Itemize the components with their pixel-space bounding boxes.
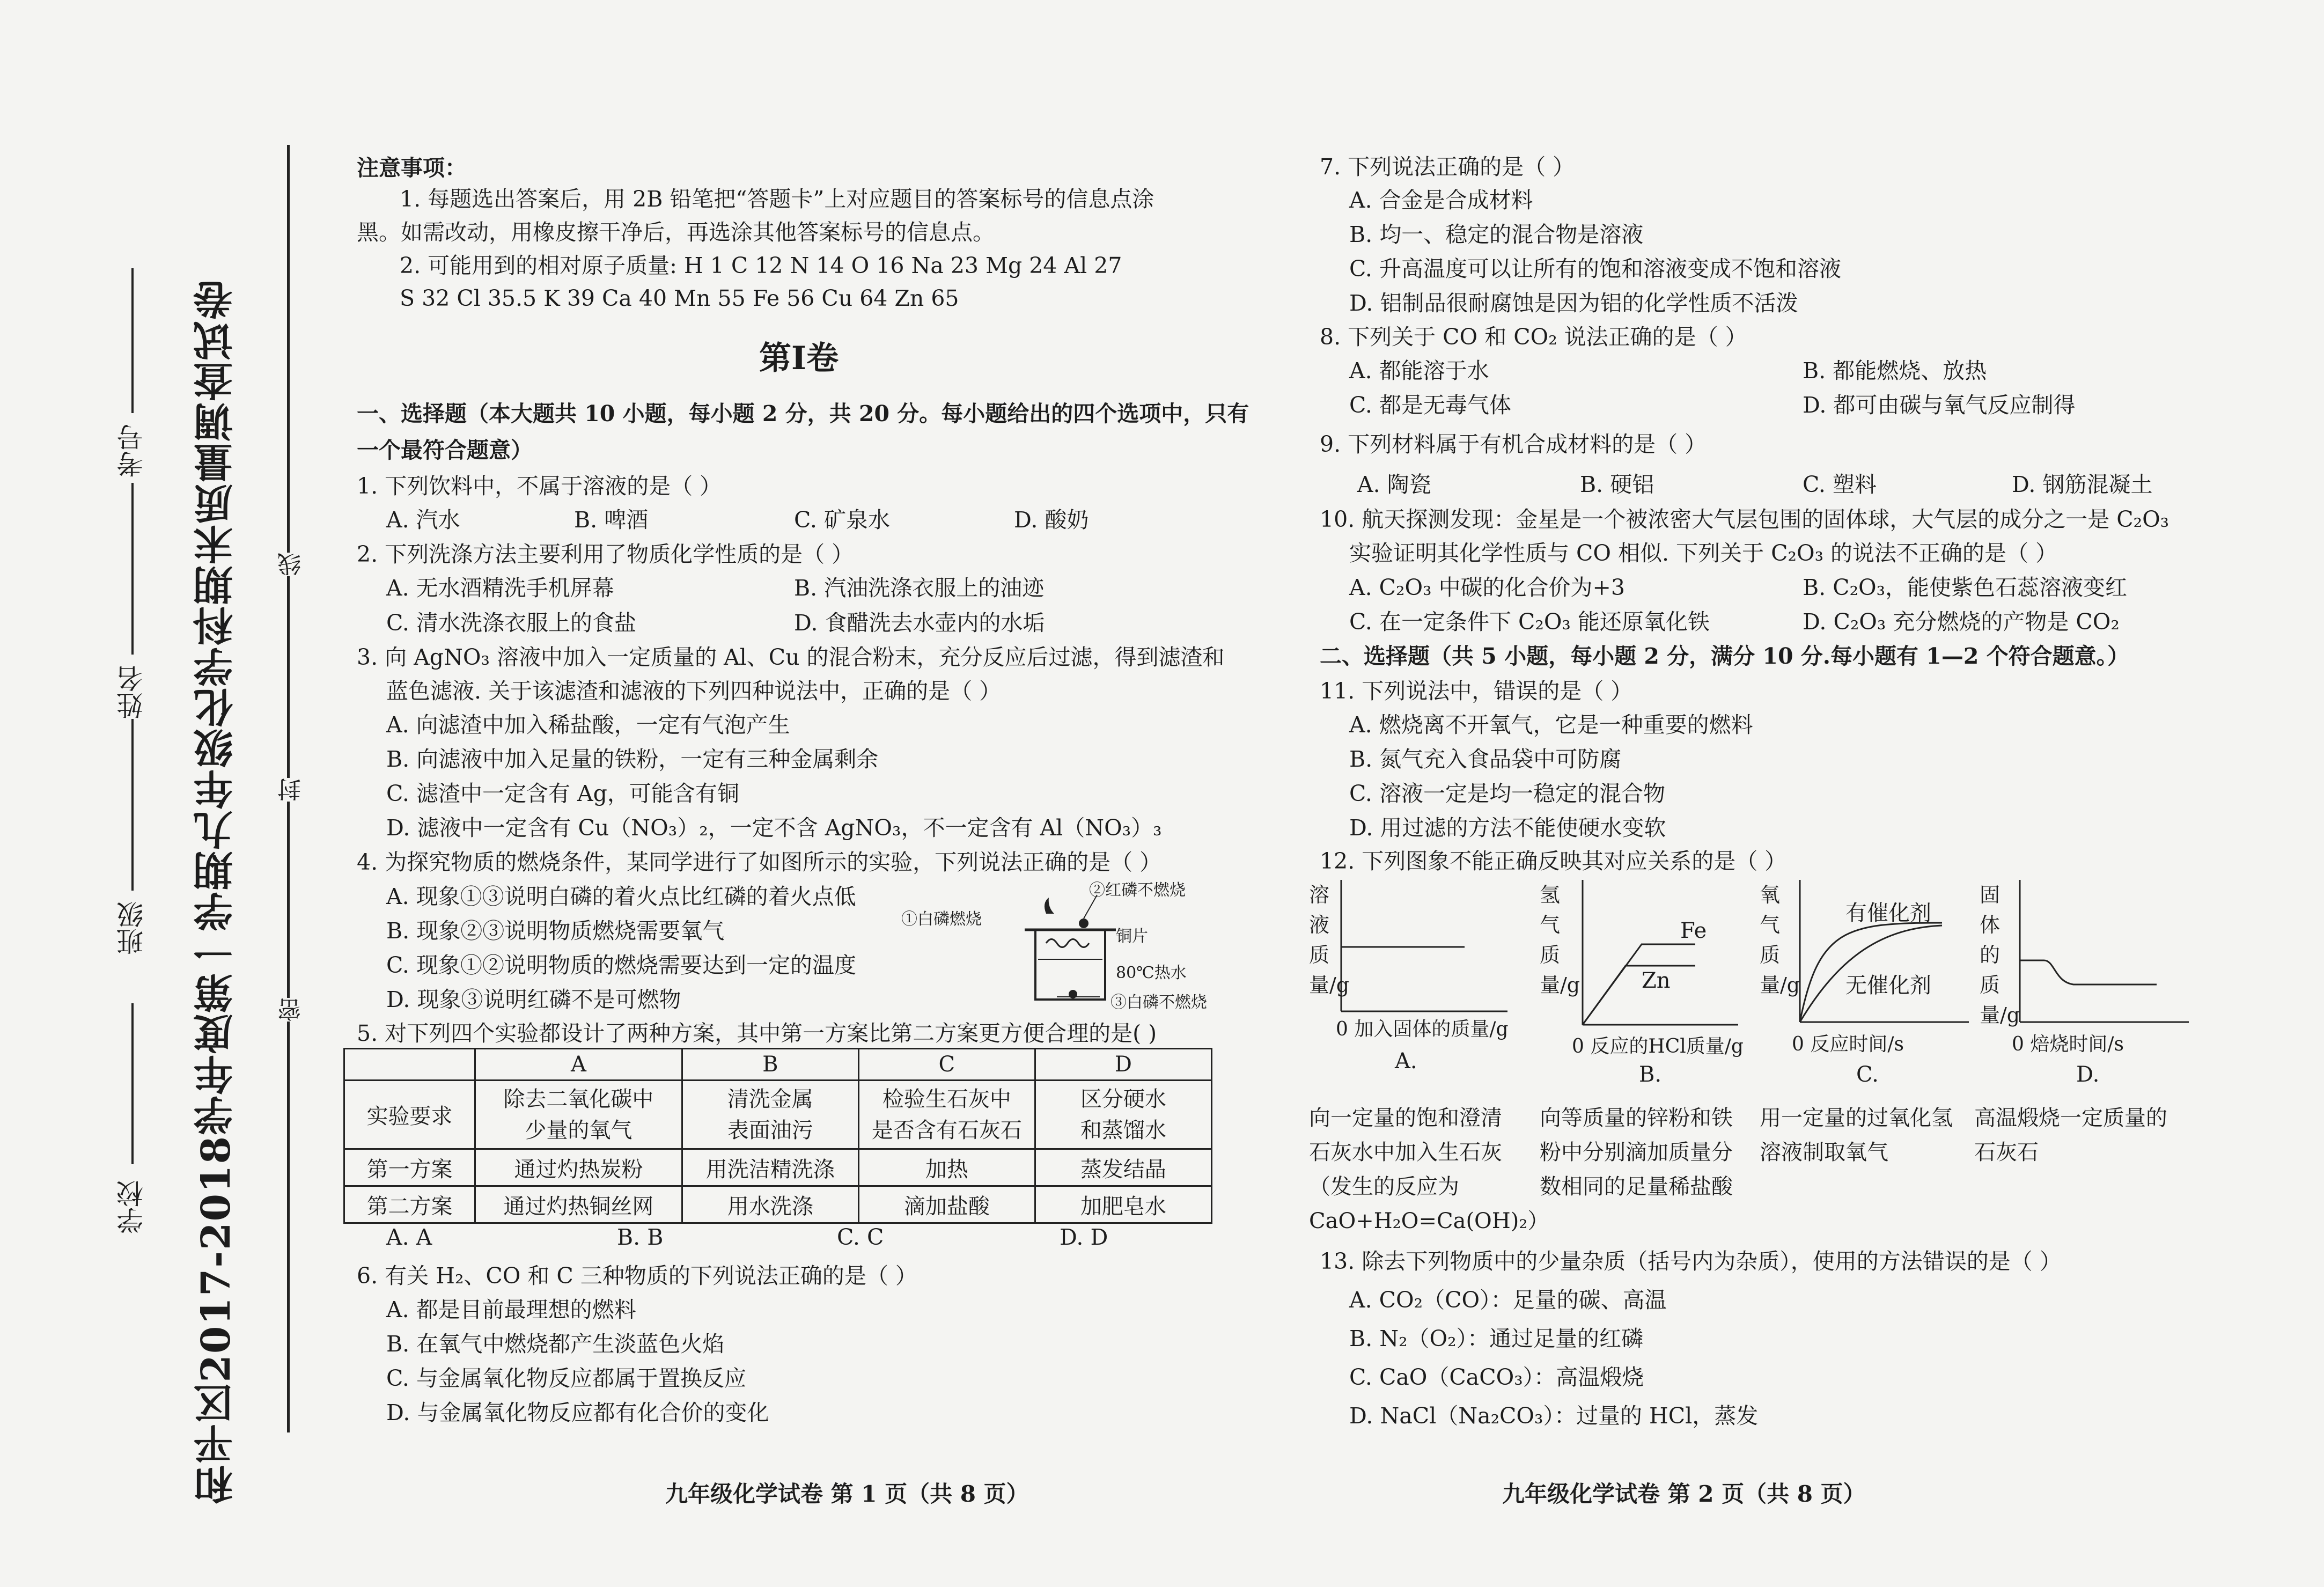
q8-stem: 8. 下列关于 CO 和 CO₂ 说法正确的是（ ） (1320, 324, 1747, 350)
q10-stem-b: 实验证明其化学性质与 CO 相似. 下列关于 C₂O₃ 的说法不正确的是（ ） (1349, 540, 2058, 566)
fig-label-red-phosphorus: ②红磷不燃烧 (1089, 881, 1186, 900)
graph-d-caption: 高温煅烧一定质量的石灰石 (1974, 1106, 2167, 1165)
q5-cell: 加热 (858, 1149, 1035, 1186)
graph-d-ylabel: 固体的质量/g (1980, 883, 2020, 1027)
field-name-line[interactable] (131, 483, 134, 655)
q6-option-a[interactable]: A. 都是目前最理想的燃料 (386, 1297, 636, 1322)
q11-option-a[interactable]: A. 燃烧离不开氧气，它是一种重要的燃料 (1349, 712, 1753, 738)
fig-label-white-phosphorus-no-burn: ③白磷不燃烧 (1110, 993, 1207, 1012)
q13-option-b[interactable]: B. N₂（O₂）：通过足量的红磷 (1349, 1326, 1644, 1351)
q5-cell: 用水洗涤 (682, 1186, 858, 1223)
q5-cell: 用洗洁精洗涤 (682, 1149, 858, 1186)
q5-cell: 区分硬水 和蒸馏水 (1035, 1081, 1211, 1149)
graph-b-letter: B. (1639, 1062, 1662, 1087)
q8-option-d[interactable]: D. 都可由碳与氧气反应制得 (1803, 392, 2076, 418)
q11-option-c[interactable]: C. 溶液一定是均一稳定的混合物 (1349, 781, 1665, 806)
graph-c-ylabel: 氧气质量/g (1760, 883, 1800, 997)
notice-title: 注意事项： (357, 155, 467, 181)
q9-option-a[interactable]: A. 陶瓷 (1357, 472, 1431, 497)
seal-mark-seal: 封 (275, 778, 309, 802)
q6-option-b[interactable]: B. 在氧气中燃烧都产生淡蓝色火焰 (386, 1331, 725, 1357)
q6-option-c[interactable]: C. 与金属氧化物反应都属于置换反应 (386, 1365, 746, 1391)
q13-option-a[interactable]: A. CO₂（CO）：足量的碳、高温 (1349, 1287, 1667, 1313)
q1-option-a[interactable]: A. 汽水 (386, 507, 460, 533)
notice-1b: 黑。如需改动，用橡皮擦干净后，再选涂其他答案标号的信息点。 (357, 219, 995, 245)
q7-stem: 7. 下列说法正确的是（ ） (1320, 154, 1575, 180)
q6-stem: 6. 有关 H₂、CO 和 C 三种物质的下列说法正确的是（ ） (357, 1263, 917, 1289)
graph-b-xlabel: 0 反应的HCl质量/g (1572, 1035, 1744, 1057)
graph-b-fe-curve (1583, 944, 1695, 1025)
q7-option-c[interactable]: C. 升高温度可以让所有的饱和溶液变成不饱和溶液 (1349, 256, 1841, 282)
q11-option-d[interactable]: D. 用过滤的方法不能使硬水变软 (1349, 815, 1666, 841)
q5-row-plan1 (344, 1149, 1212, 1186)
q8-option-a[interactable]: A. 都能溶于水 (1349, 358, 1489, 384)
q5-table-header (344, 1049, 1212, 1081)
q4-option-a[interactable]: A. 现象①③说明白磷的着火点比红磷的着火点低 (386, 884, 856, 909)
q7-option-b[interactable]: B. 均一、稳定的混合物是溶液 (1349, 222, 1644, 247)
q5-option-d[interactable]: D. D (1060, 1224, 1108, 1250)
q5-option-c[interactable]: C. C (837, 1224, 884, 1250)
q11-option-b[interactable]: B. 氮气充入食品袋中可防腐 (1349, 746, 1622, 772)
graph-c-caption: 用一定量的过氧化氢溶液制取氧气 (1760, 1106, 1953, 1165)
section1-heading-b: 一个最符合题意） (357, 437, 533, 463)
graph-a-caption: 向一定量的饱和澄清石灰水中加入生石灰（发生的反应为CaO+H₂O=Ca(OH)₂） (1309, 1106, 1549, 1233)
q2-option-a[interactable]: A. 无水酒精洗手机屏幕 (386, 575, 614, 601)
section2-heading: 二、选择题（共 5 小题，每小题 2 分，满分 10 分.每小题有 1—2 个符合题意。） (1320, 643, 2130, 669)
field-school-line[interactable] (131, 1003, 134, 1164)
q2-option-d[interactable]: D. 食醋洗去水壶内的水垢 (794, 610, 1045, 636)
notice-2a: 2. 可能用到的相对原子质量: H 1 C 12 N 14 O 16 Na 23 Mg 24 Al 27 (400, 253, 1122, 278)
q5-th-blank (344, 1049, 475, 1081)
q5-cell: 检验生石灰中 是否含有石灰石 (858, 1081, 1035, 1149)
graph-d-curve (2020, 960, 2157, 984)
field-id-label: 考号 (116, 424, 148, 477)
graph-b-series-zn: Zn (1642, 968, 1671, 993)
q5-cell: 实验要求 (344, 1081, 475, 1149)
graph-a-ylabel: 溶液质量/g (1309, 883, 1350, 997)
q9-option-c[interactable]: C. 塑料 (1803, 472, 1877, 497)
q2-option-b[interactable]: B. 汽油洗涤衣服上的油迹 (794, 575, 1045, 601)
graph-b-caption: 向等质量的锌粉和铁粉中分别滴加质量分数相同的足量稀盐酸 (1540, 1106, 1733, 1199)
q5-cell: 除去二氧化碳中 少量的氧气 (475, 1081, 682, 1149)
graph-c-xlabel: 0 反应时间/s (1792, 1033, 1904, 1055)
binding-strip (0, 0, 305, 1587)
q3-option-c[interactable]: C. 滤渣中一定含有 Ag，可能含有铜 (386, 781, 739, 806)
q12-graph-c (1760, 880, 1974, 1087)
q12-stem: 12. 下列图象不能正确反映其对应关系的是（ ） (1320, 848, 1787, 874)
q9-option-b[interactable]: B. 硬铝 (1580, 472, 1654, 497)
fig-label-copper-sheet: 铜片 (1116, 927, 1148, 946)
field-class-line[interactable] (131, 719, 134, 891)
section1-heading-a: 一、选择题（本大题共 10 小题，每小题 2 分，共 20 分。每小题给出的四个选项中，只有 (357, 401, 1249, 427)
q8-option-c[interactable]: C. 都是无毒气体 (1349, 392, 1511, 418)
graph-c-series-no-catalyst: 无催化剂 (1845, 973, 1931, 998)
q5-option-a[interactable]: A. A (386, 1224, 432, 1250)
q10-option-a[interactable]: A. C₂O₃ 中碳的化合价为+3 (1349, 575, 1626, 600)
q7-option-a[interactable]: A. 合金是合成材料 (1349, 187, 1533, 213)
q5-cell: 清洗金属 表面油污 (682, 1081, 858, 1149)
q3-option-a[interactable]: A. 向滤渣中加入稀盐酸，一定有气泡产生 (386, 712, 790, 738)
q5-cell: 加肥皂水 (1035, 1186, 1211, 1223)
graph-a-letter: A. (1395, 1049, 1417, 1074)
q10-option-c[interactable]: C. 在一定条件下 C₂O₃ 能还原氧化铁 (1349, 609, 1710, 635)
q5-row-requirement (344, 1081, 1212, 1149)
q1-option-d[interactable]: D. 酸奶 (1014, 507, 1089, 533)
q4-option-c[interactable]: C. 现象①②说明物质的燃烧需要达到一定的温度 (386, 952, 856, 978)
q10-option-d[interactable]: D. C₂O₃ 充分燃烧的产物是 CO₂ (1803, 609, 2120, 635)
graph-b-series-fe: Fe (1680, 919, 1707, 943)
q5-cell: 蒸发结晶 (1035, 1149, 1211, 1186)
q5-th-c: C (858, 1049, 1035, 1081)
page-2 (1309, 0, 2275, 1587)
q2-stem: 2. 下列洗涤方法主要利用了物质化学性质的是（ ） (357, 541, 854, 567)
page-1 (343, 0, 1249, 1587)
graph-b-zn-curve (1583, 966, 1695, 1025)
notice-1a: 1. 每题选出答案后，用 2B 铅笔把“答题卡”上对应题目的答案标号的信息点涂 (400, 186, 1154, 212)
q8-option-b[interactable]: B. 都能燃烧、放热 (1803, 358, 1987, 384)
q6-option-d[interactable]: D. 与金属氧化物反应都有化合价的变化 (386, 1400, 769, 1426)
q10-stem-a: 10. 航天探测发现：金星是一个被浓密大气层包围的固体球，大气层的成分之一是 C₂O₃ (1320, 506, 2169, 532)
graph-d-letter: D. (2076, 1062, 2100, 1087)
q5-stem: 5. 对下列四个实验都设计了两种方案，其中第一方案比第二方案更方便合理的是( ) (357, 1020, 1157, 1046)
q5-cell: 滴加盐酸 (858, 1186, 1035, 1223)
q3-stem-a: 3. 向 AgNO₃ 溶液中加入一定质量的 Al、Cu 的混合粉末，充分反应后过滤，得到滤渣和 (357, 644, 1225, 670)
seal-mark-line: 线 (275, 553, 309, 576)
combustion-apparatus-figure (901, 873, 1207, 1013)
field-id-line[interactable] (131, 268, 134, 413)
q11-stem: 11. 下列说法中，错误的是（ ） (1320, 678, 1633, 704)
q12-graph-d (1980, 880, 2194, 1087)
q13-option-c[interactable]: C. CaO（CaCO₃）：高温煅烧 (1349, 1364, 1644, 1390)
q12-graph-b (1540, 880, 1744, 1087)
q4-stem: 4. 为探究物质的燃烧条件，某同学进行了如图所示的实验，下列说法正确的是（ ） (357, 849, 1162, 875)
graph-c-series-catalyst: 有催化剂 (1845, 901, 1931, 925)
graph-a-xlabel: 0 加入固体的质量/g (1336, 1018, 1509, 1040)
exam-title: 和平区2017-2018学年度第一学期九年级化学科期末质量调查试卷 (193, 279, 239, 1505)
q5-cell: 第一方案 (344, 1149, 475, 1186)
page-1-footer: 九年级化学试卷 第 1 页（共 8 页） (665, 1481, 1029, 1507)
q3-option-d[interactable]: D. 滤液中一定含有 Cu（NO₃）₂，一定不含 AgNO₃，不一定含有 Al（NO₃）₃ (386, 815, 1162, 841)
q5-option-b[interactable]: B. B (617, 1224, 664, 1250)
fig-label-white-phosphorus-burn: ①白磷燃烧 (901, 910, 982, 929)
graph-d-xlabel: 0 焙烧时间/s (2012, 1033, 2124, 1055)
q10-option-b[interactable]: B. C₂O₃，能使紫色石蕊溶液变红 (1803, 575, 2128, 600)
q13-option-d[interactable]: D. NaCl（Na₂CO₃）：过量的 HCl，蒸发 (1349, 1403, 1759, 1429)
q5-th-b: B (682, 1049, 858, 1081)
q12-graph-a (1309, 880, 1513, 1084)
q1-stem: 1. 下列饮料中，不属于溶液的是（ ） (357, 473, 722, 499)
q9-stem: 9. 下列材料属于有机合成材料的是（ ） (1320, 431, 1707, 457)
q9-option-d[interactable]: D. 钢筋混凝土 (2012, 472, 2153, 497)
q3-stem-b: 蓝色滤液. 关于该滤渣和滤液的下列四种说法中，正确的是（ ） (386, 678, 1002, 704)
graph-c-letter: C. (1856, 1062, 1879, 1087)
q4-option-d[interactable]: D. 现象③说明红磷不是可燃物 (386, 987, 681, 1012)
q7-option-d[interactable]: D. 铝制品很耐腐蚀是因为铝的化学性质不活泼 (1349, 290, 1798, 316)
q1-option-c[interactable]: C. 矿泉水 (794, 507, 890, 533)
q1-option-b[interactable]: B. 啤酒 (574, 507, 649, 533)
page-2-footer: 九年级化学试卷 第 2 页（共 8 页） (1502, 1481, 1866, 1507)
field-school-label: 学校 (116, 1180, 148, 1234)
graph-b-ylabel: 氢气质量/g (1540, 883, 1580, 997)
q5-row-plan2 (344, 1186, 1212, 1223)
q5-cell: 通过灼热炭粉 (475, 1149, 682, 1186)
q5-cell: 通过灼热铜丝网 (475, 1186, 682, 1223)
field-class-label: 班级 (116, 901, 148, 955)
q5-table (343, 1048, 1212, 1224)
q5-th-a: A (475, 1049, 682, 1081)
seal-mark-secret: 密 (275, 998, 309, 1022)
volume-title: 第Ⅰ卷 (759, 340, 839, 377)
q2-option-c[interactable]: C. 清水洗涤衣服上的食盐 (386, 610, 636, 636)
fig-label-hot-water: 80℃热水 (1116, 964, 1187, 982)
q5-cell: 第二方案 (344, 1186, 475, 1223)
q5-th-d: D (1035, 1049, 1211, 1081)
notice-2b: S 32 Cl 35.5 K 39 Ca 40 Mn 55 Fe 56 Cu 64 Zn 65 (400, 285, 959, 311)
q4-option-b[interactable]: B. 现象②③说明物质燃烧需要氧气 (386, 918, 725, 944)
q13-stem: 13. 除去下列物质中的少量杂质（括号内为杂质），使用的方法错误的是（ ） (1320, 1248, 2062, 1274)
q3-option-b[interactable]: B. 向滤液中加入足量的铁粉，一定有三种金属剩余 (386, 746, 879, 772)
field-name-label: 姓名 (116, 665, 148, 719)
